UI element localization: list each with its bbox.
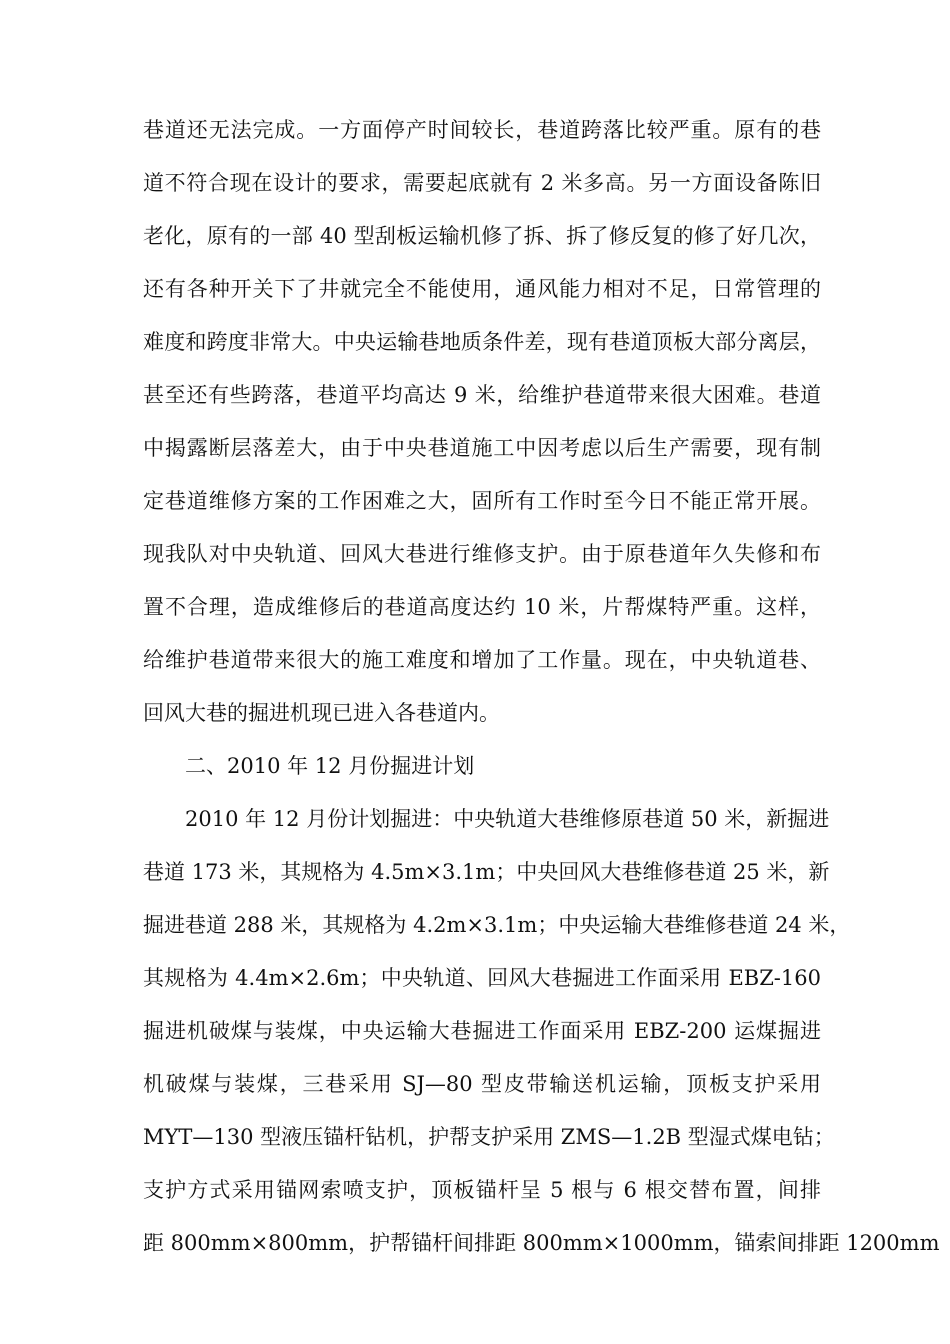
paragraph-2-line: 掘进巷道 288 米，其规格为 4.2m×3.1m；中央运输大巷维修巷道 24 米， (143, 913, 851, 937)
paragraph-1-line: 甚至还有些跨落，巷道平均高达 9 米，给维护巷道带来很大困难。巷道 (143, 383, 821, 407)
paragraph-2-line: 掘进机破煤与装煤，中央运输大巷掘进工作面采用 EBZ-200 运煤掘进 (143, 1019, 821, 1043)
paragraph-1-line: 给维护巷道带来很大的施工难度和增加了工作量。现在，中央轨道巷、 (143, 648, 821, 672)
paragraph-2-line: 巷道 173 米，其规格为 4.5m×3.1m；中央回风大巷维修巷道 25 米，新 (143, 860, 830, 884)
paragraph-1-line: 难度和跨度非常大。中央运输巷地质条件差，现有巷道顶板大部分离层， (143, 330, 821, 354)
paragraph-2-line: 距 800mm×800mm，护帮锚杆间排距 800mm×1000mm，锚索间排距 1200mm (143, 1231, 940, 1255)
paragraph-2-line: 支护方式采用锚网索喷支护，顶板锚杆呈 5 根与 6 根交替布置，间排 (143, 1178, 821, 1202)
paragraph-1-line: 回风大巷的掘进机现已进入各巷道内。 (143, 701, 500, 725)
paragraph-1-line: 现我队对中央轨道、回风大巷进行维修支护。由于原巷道年久失修和布 (143, 542, 821, 566)
paragraph-1-line: 还有各种开关下了井就完全不能使用，通风能力相对不足，日常管理的 (143, 277, 821, 301)
paragraph-1-line: 道不符合现在设计的要求，需要起底就有 2 米多高。另一方面设备陈旧 (143, 171, 821, 195)
paragraph-2-line: 其规格为 4.4m×2.6m；中央轨道、回风大巷掘进工作面采用 EBZ-160 (143, 966, 821, 990)
paragraph-1-line: 老化，原有的一部 40 型刮板运输机修了拆、拆了修反复的修了好几次， (143, 224, 821, 248)
paragraph-2-line: MYT—130 型液压锚杆钻机，护帮支护采用 ZMS—1.2B 型湿式煤电钻； (143, 1125, 835, 1149)
paragraph-1-line: 定巷道维修方案的工作困难之大，固所有工作时至今日不能正常开展。 (143, 489, 821, 513)
paragraph-2-line: 2010 年 12 月份计划掘进：中央轨道大巷维修原巷道 50 米，新掘进 (185, 807, 830, 831)
paragraph-1-line: 中揭露断层落差大，由于中央巷道施工中因考虑以后生产需要，现有制 (143, 436, 821, 460)
paragraph-1-line: 置不合理，造成维修后的巷道高度达约 10 米，片帮煤特严重。这样， (143, 595, 821, 619)
paragraph-2-line: 机破煤与装煤，三巷采用 SJ—80 型皮带输送机运输，顶板支护采用 (143, 1072, 821, 1096)
section-heading: 二、2010 年 12 月份掘进计划 (185, 754, 475, 778)
paragraph-1-line: 巷道还无法完成。一方面停产时间较长，巷道跨落比较严重。原有的巷 (143, 118, 821, 142)
